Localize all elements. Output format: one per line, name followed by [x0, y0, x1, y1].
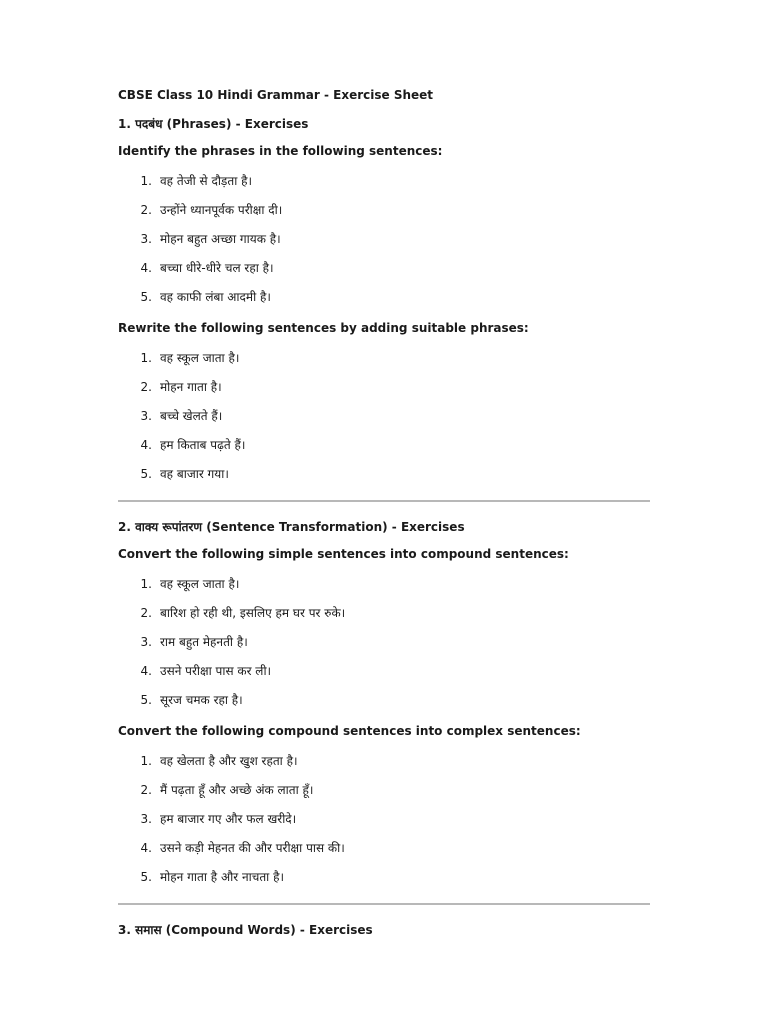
list-item-number: 1.: [140, 173, 152, 188]
list-item-number: 3.: [140, 634, 152, 649]
list-item-number: 2.: [140, 605, 152, 620]
exercise-prompt: Identify the phrases in the following sentences:: [118, 144, 443, 158]
list-item-text: वह खेलता है और खुश रहता है।: [160, 754, 298, 768]
section-title: 3. समास (Compound Words) - Exercises: [118, 923, 373, 937]
exercise-prompt: Convert the following compound sentences into complex sentences:: [118, 724, 581, 738]
list-item-text: उन्होंने ध्यानपूर्वक परीक्षा दी।: [160, 203, 283, 217]
list-item-text: सूरज चमक रहा है।: [160, 693, 243, 707]
list-item: [118, 166, 650, 195]
list-item-text: वह बाजार गया।: [160, 467, 229, 481]
exercise-prompt: Convert the following simple sentences into compound sentences:: [118, 547, 569, 561]
list-item-number: 4.: [140, 260, 152, 275]
list-item-number: 4.: [140, 437, 152, 452]
list-item-text: उसने परीक्षा पास कर ली।: [160, 664, 272, 678]
list-item-number: 2.: [140, 202, 152, 217]
document-title: CBSE Class 10 Hindi Grammar - Exercise Sheet: [118, 88, 434, 102]
list-item: [118, 685, 650, 714]
list-item: [118, 224, 650, 253]
list-item-number: 1.: [140, 576, 152, 591]
list-item-text: हम बाजार गए और फल खरीदे।: [160, 812, 297, 826]
section-divider: [118, 500, 650, 502]
list-item-number: 2.: [140, 379, 152, 394]
list-item-number: 4.: [140, 840, 152, 855]
list-item: [118, 430, 650, 459]
list-item: [118, 253, 650, 282]
list-item-number: 5.: [140, 869, 152, 884]
list-item: [118, 598, 650, 627]
exercise-list: [118, 569, 650, 714]
list-item: [118, 372, 650, 401]
list-item-text: वह स्कूल जाता है।: [160, 351, 240, 365]
list-item-number: 5.: [140, 692, 152, 707]
list-item: [118, 195, 650, 224]
section-title: 1. पदबंध (Phrases) - Exercises: [118, 117, 309, 131]
list-item-text: वह तेजी से दौड़ता है।: [160, 174, 253, 188]
list-item-text: मैं पढ़ता हूँ और अच्छे अंक लाता हूँ।: [160, 783, 314, 797]
list-item-text: वह काफी लंबा आदमी है।: [160, 290, 271, 304]
list-item-text: वह स्कूल जाता है।: [160, 577, 240, 591]
list-item: [118, 656, 650, 685]
list-item: [118, 833, 650, 862]
exercise-prompt: Rewrite the following sentences by adding suitable phrases:: [118, 321, 529, 335]
list-item-number: 3.: [140, 811, 152, 826]
list-item-text: मोहन गाता है और नाचता है।: [160, 870, 285, 884]
list-item-number: 4.: [140, 663, 152, 678]
list-item-text: मोहन बहुत अच्छा गायक है।: [160, 232, 281, 246]
list-item: [118, 746, 650, 775]
list-item: [118, 343, 650, 372]
list-item-number: 3.: [140, 231, 152, 246]
exercise-list: [118, 166, 650, 311]
exercise-list: [118, 343, 650, 488]
list-item-number: 1.: [140, 350, 152, 365]
list-item: [118, 569, 650, 598]
list-item: [118, 804, 650, 833]
list-item-number: 5.: [140, 289, 152, 304]
list-item-text: बच्चा धीरे-धीरे चल रहा है।: [160, 261, 274, 275]
list-item-text: बच्चे खेलते हैं।: [160, 409, 223, 423]
list-item: [118, 862, 650, 891]
section-title: 2. वाक्य रूपांतरण (Sentence Transformation) - Exercises: [118, 520, 465, 534]
exercise-list: [118, 746, 650, 891]
list-item: [118, 459, 650, 488]
list-item-number: 2.: [140, 782, 152, 797]
list-item: [118, 282, 650, 311]
section-divider: [118, 903, 650, 905]
sections-container: [118, 115, 650, 939]
list-item: [118, 775, 650, 804]
list-item-text: बारिश हो रही थी, इसलिए हम घर पर रुके।: [160, 606, 346, 620]
list-item-text: उसने कड़ी मेहनत की और परीक्षा पास की।: [160, 841, 345, 855]
list-item-number: 5.: [140, 466, 152, 481]
list-item: [118, 401, 650, 430]
list-item-text: मोहन गाता है।: [160, 380, 222, 394]
list-item-text: हम किताब पढ़ते हैं।: [160, 438, 246, 452]
list-item-number: 1.: [140, 753, 152, 768]
list-item-text: राम बहुत मेहनती है।: [160, 635, 248, 649]
list-item: [118, 627, 650, 656]
list-item-number: 3.: [140, 408, 152, 423]
